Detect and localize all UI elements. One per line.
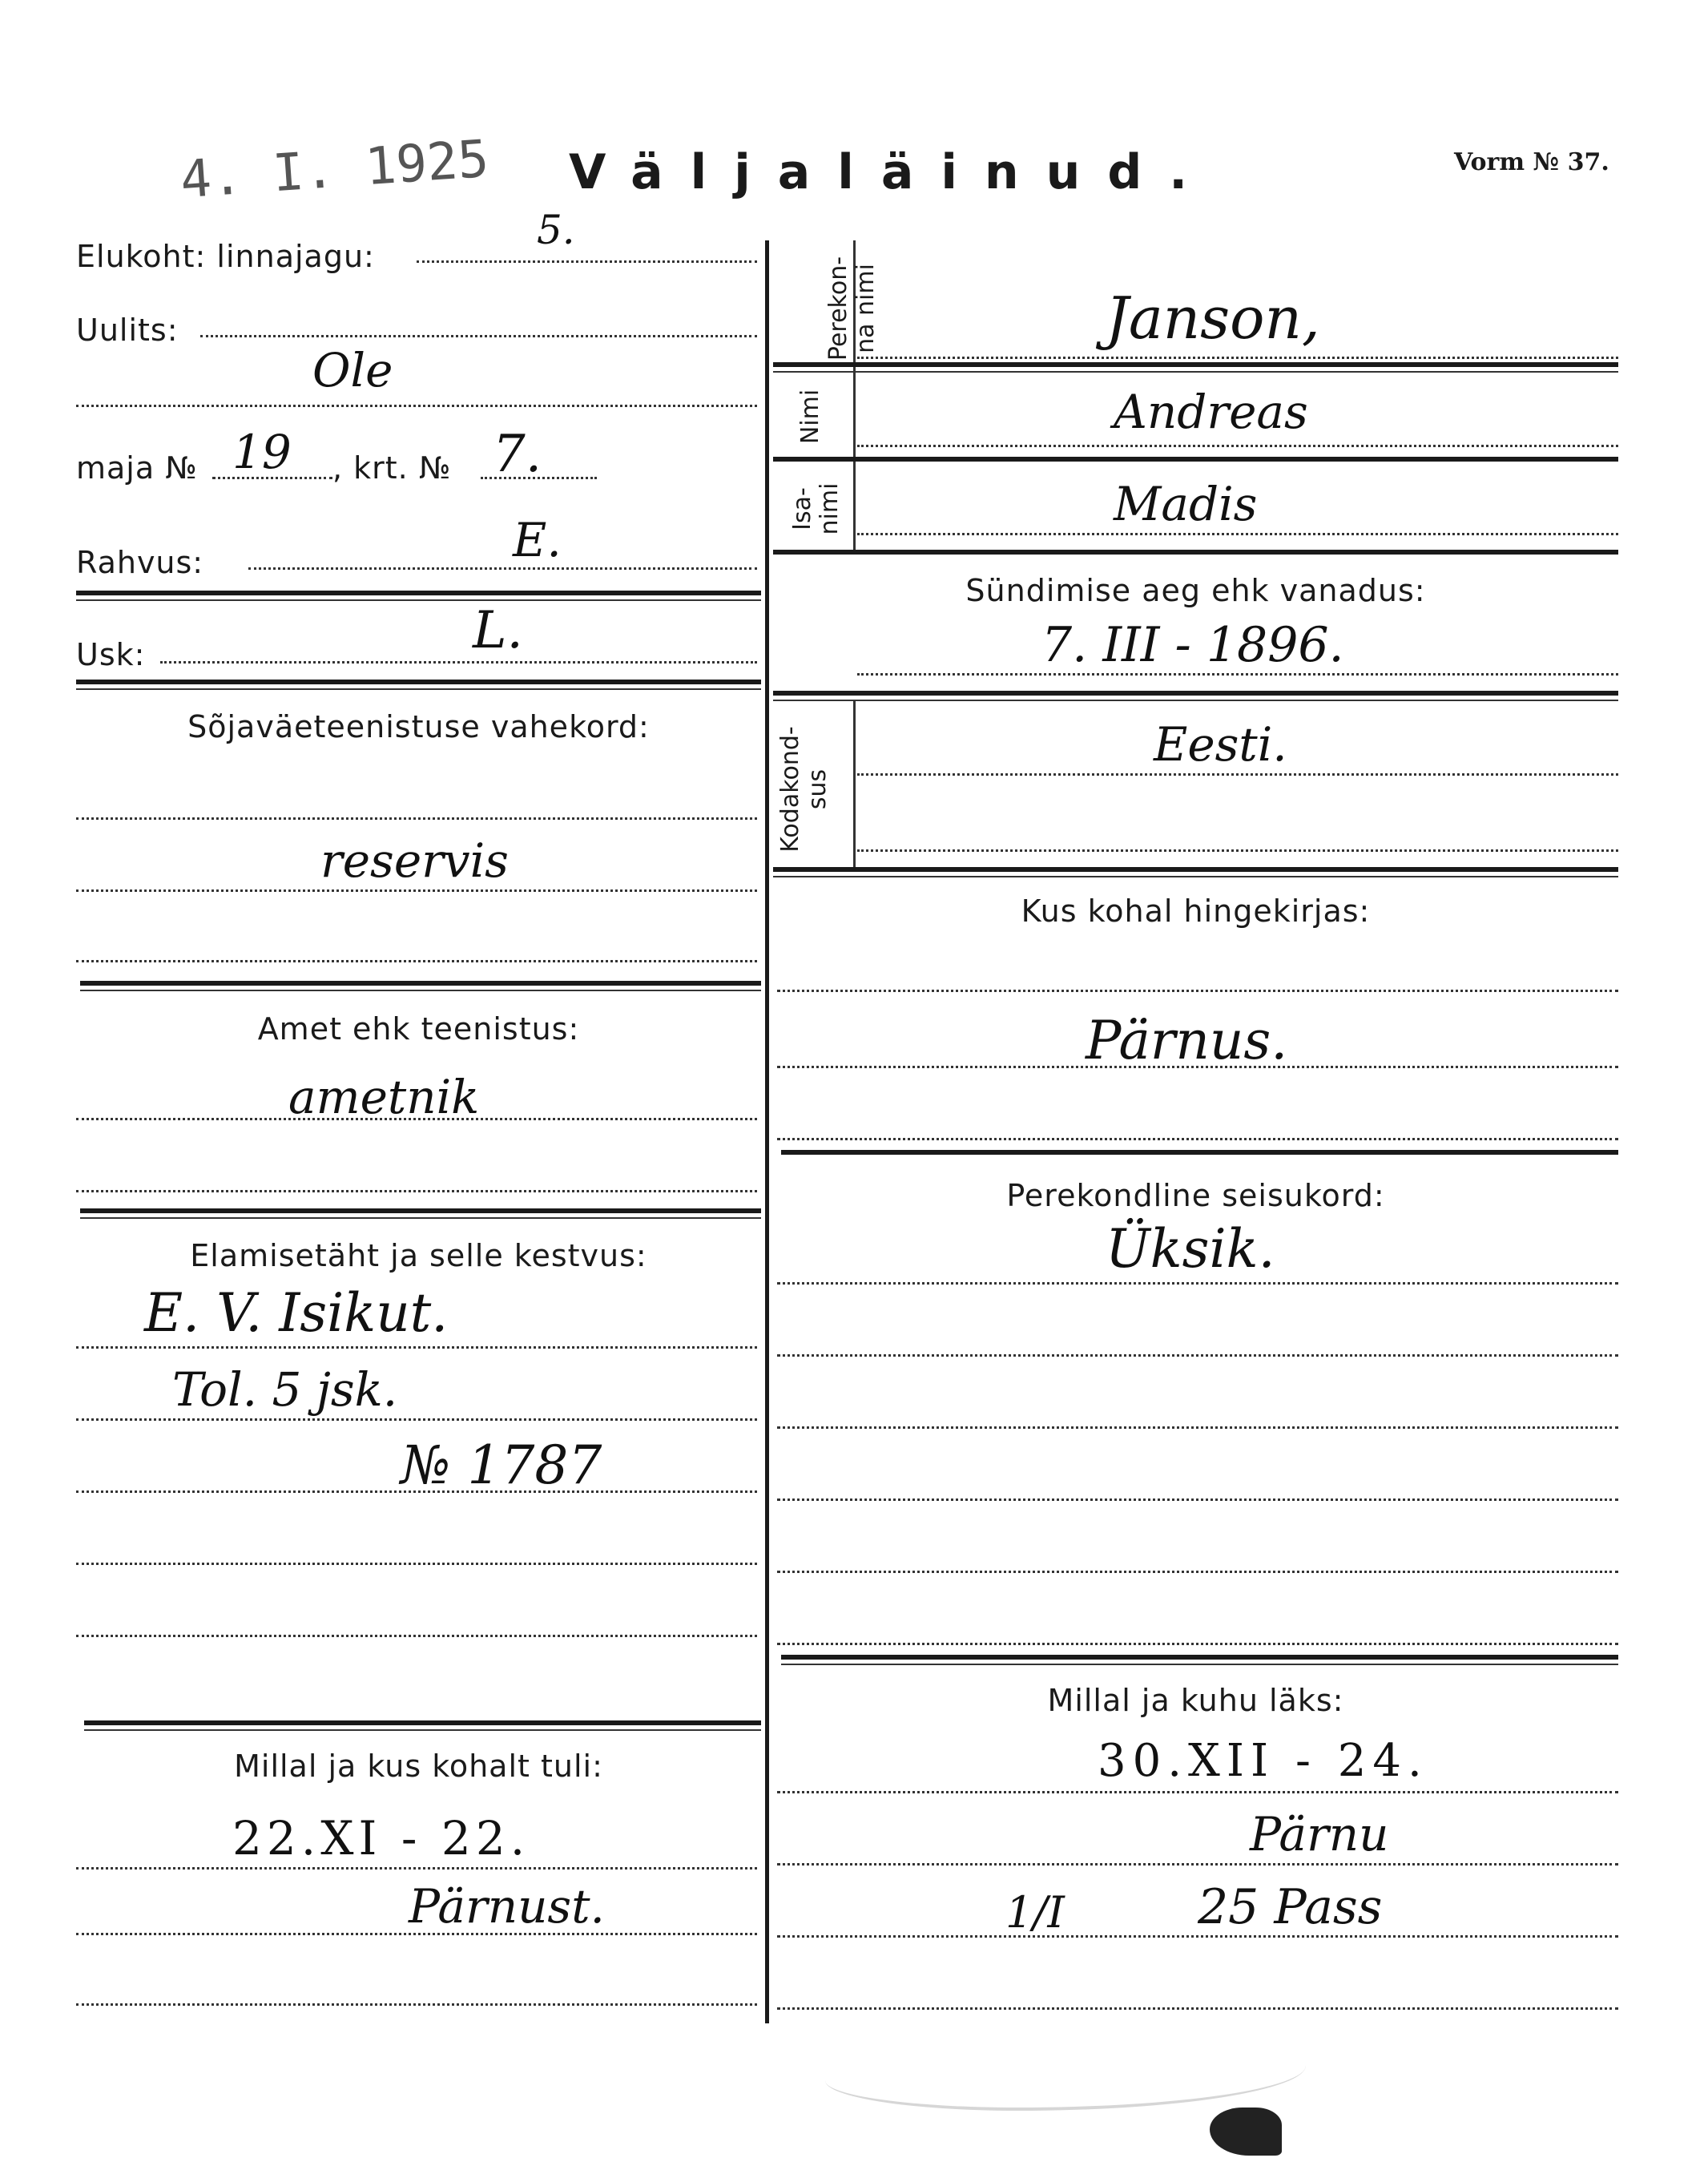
hingekiri-line-3 — [777, 1138, 1618, 1140]
tuli-line-2 — [76, 1933, 757, 1935]
sojavae-line-3 — [76, 960, 757, 962]
elamiseluba-line2: Tol. 5 jsk. — [172, 1362, 398, 1417]
elamiseluba-dots-5 — [76, 1635, 757, 1637]
perekondline-label: Perekondline seisukord: — [1006, 1178, 1385, 1213]
perekondline-line-6 — [777, 1643, 1618, 1645]
form-title: Väljaläinud. — [569, 144, 1215, 200]
krt-value: 7. — [493, 425, 542, 484]
lahks-line-3 — [777, 1935, 1618, 1938]
elukoht-label: Elukoht: linnajagu: — [76, 239, 375, 274]
perekonnanimi-value: Janson, — [1106, 284, 1320, 352]
kodakondsus-value: Eesti. — [1154, 717, 1287, 772]
elamiseluba-label: Elamisetäht ja selle kestvus: — [190, 1238, 647, 1273]
rahvus-line — [248, 567, 757, 570]
uulits-label: Uulits: — [76, 313, 179, 348]
hingekiri-label: Kus kohal hingekirjas: — [1021, 893, 1371, 929]
uulits-value: Ole — [312, 343, 393, 397]
maja-value: 19 — [232, 425, 292, 479]
kodakondsus-divider — [853, 701, 856, 869]
kodakondsus-label: Kodakond- sus — [776, 726, 832, 853]
lahks-label: Millal ja kuhu läks: — [1047, 1683, 1344, 1718]
form-number: Vorm № 37. — [1454, 148, 1609, 176]
divider-sojavae — [80, 981, 761, 986]
amet-value: ametnik — [288, 1070, 480, 1124]
usk-line — [160, 661, 757, 664]
divider-sojavae-thin — [80, 990, 761, 991]
divider-synd-thin — [773, 700, 1618, 701]
elukoht-line — [417, 260, 757, 263]
hingekiri-line-1 — [777, 990, 1618, 992]
divider-isanimi — [773, 550, 1618, 555]
perekondline-line-1 — [777, 1282, 1618, 1285]
rahvus-label: Rahvus: — [76, 545, 204, 580]
amet-line-1 — [76, 1118, 757, 1120]
usk-label: Usk: — [76, 637, 146, 672]
elamiseluba-dots-3 — [76, 1490, 757, 1493]
nimi-label: Nimi — [796, 389, 824, 445]
sojavae-label: Sõjaväeteenistuse vahekord: — [187, 709, 650, 744]
perekonnanimi-line — [857, 357, 1618, 359]
elamiseluba-line1: E. V. Isikut. — [144, 1282, 449, 1344]
divider-elamiseluba-thin — [84, 1729, 761, 1731]
perekondline-value: Üksik. — [1106, 1218, 1275, 1280]
perekondline-line-4 — [777, 1498, 1618, 1501]
synd-line — [857, 673, 1618, 676]
lahks-line-4 — [777, 2007, 1618, 2010]
uulits-line-1 — [200, 335, 757, 337]
perekondline-line-5 — [777, 1571, 1618, 1573]
divider-perekondline-thin — [781, 1664, 1618, 1665]
nimi-line — [857, 445, 1618, 447]
elukoht-value: 5. — [537, 207, 575, 253]
divider-kodakondsus — [773, 867, 1618, 872]
amet-label: Amet ehk teenistus: — [257, 1011, 580, 1047]
lahks-place: Pärnu — [1250, 1807, 1389, 1861]
tuli-label: Millal ja kus kohalt tuli: — [234, 1749, 603, 1784]
usk-value: L. — [473, 601, 523, 660]
divider-perekondline — [781, 1655, 1618, 1660]
uulits-line-2 — [76, 405, 757, 407]
divider-amet-thin — [80, 1217, 761, 1219]
isanimi-label: Isa- nimi — [788, 482, 844, 535]
lahks-line-2 — [777, 1863, 1618, 1866]
synd-label: Sündimise aeg ehk vanadus: — [965, 573, 1426, 608]
divider-hingekiri — [781, 1150, 1618, 1155]
perekondline-line-2 — [777, 1354, 1618, 1357]
lahks-note1: 1/I — [1005, 1887, 1065, 1938]
elamiseluba-dots-2 — [76, 1418, 757, 1421]
ink-blot — [1210, 2108, 1282, 2156]
divider-usk-thin — [76, 688, 761, 690]
kodakondsus-line-2 — [857, 849, 1618, 852]
sojavae-value: reservis — [320, 833, 509, 888]
elamiseluba-line3: № 1787 — [401, 1434, 602, 1496]
tuli-place: Pärnust. — [409, 1879, 605, 1934]
perekondline-line-3 — [777, 1426, 1618, 1429]
perekonnanimi-label: Perekon- na nimi — [824, 256, 880, 361]
isanimi-value: Madis — [1114, 477, 1258, 531]
lahks-line-1 — [777, 1791, 1618, 1793]
elamiseluba-dots-4 — [76, 1563, 757, 1565]
divider-rahvus-thin — [76, 599, 761, 601]
signature-smudge — [825, 2035, 1306, 2111]
lahks-note2: 25 Pass — [1198, 1879, 1383, 1935]
kodakondsus-line-1 — [857, 773, 1618, 776]
sojavae-line-1 — [76, 817, 757, 820]
hingekiri-value: Pärnus. — [1086, 1010, 1288, 1071]
date-stamp: 4. I. 1925 — [178, 129, 491, 211]
maja-label: maja № — [76, 450, 198, 486]
amet-line-2 — [76, 1190, 757, 1192]
hingekiri-line-2 — [777, 1066, 1618, 1068]
synd-value: 7. III - 1896. — [1041, 617, 1344, 673]
divider-amet — [80, 1208, 761, 1213]
krt-label: , krt. № — [332, 450, 452, 486]
tuli-line-1 — [76, 1867, 757, 1870]
center-divider — [765, 240, 769, 2023]
divider-synd — [773, 691, 1618, 696]
sojavae-line-2 — [76, 889, 757, 892]
divider-elamiseluba — [84, 1720, 761, 1725]
divider-nimi — [773, 457, 1618, 462]
divider-perekonnanimi-thin — [773, 371, 1618, 373]
tuli-line-3 — [76, 2003, 757, 2006]
rahvus-value: E. — [513, 513, 562, 567]
divider-rahvus — [76, 591, 761, 595]
elamiseluba-dots-1 — [76, 1346, 757, 1349]
nimi-value: Andreas — [1114, 385, 1308, 439]
tuli-date: 22.XI - 22. — [232, 1811, 530, 1866]
isanimi-line — [857, 533, 1618, 535]
lahks-date: 30.XII - 24. — [1098, 1735, 1428, 1787]
divider-usk — [76, 680, 761, 684]
divider-kodakondsus-thin — [773, 876, 1618, 877]
divider-perekonnanimi — [773, 362, 1618, 367]
